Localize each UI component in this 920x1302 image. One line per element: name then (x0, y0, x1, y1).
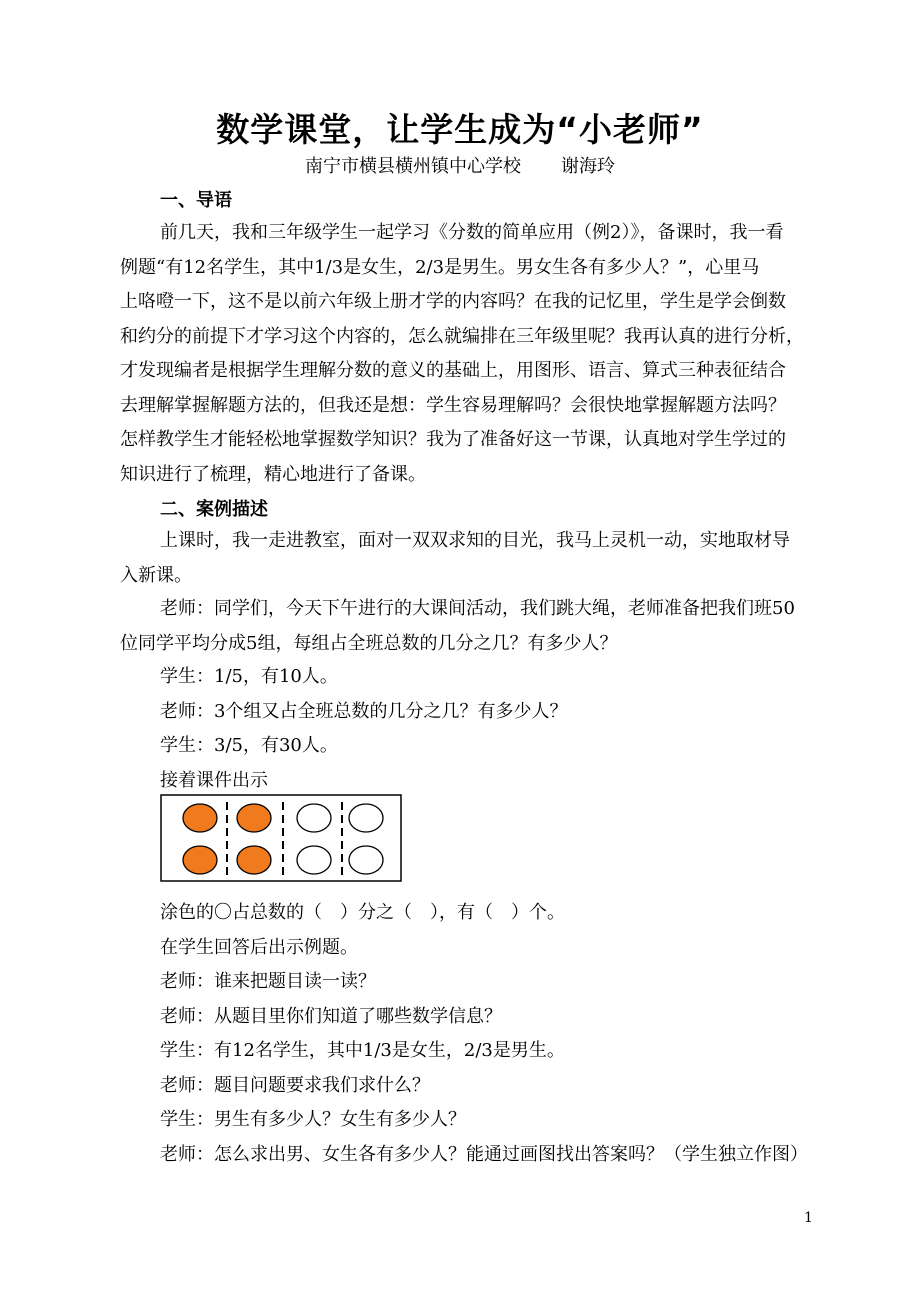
dialogue-line: 学生：男生有多少人？女生有多少人？ (160, 1109, 466, 1130)
dialogue-line: 学生：1/5，有10人。 (160, 666, 338, 687)
filled-circle (183, 804, 217, 832)
dialogue-line: 接着课件出示 (160, 769, 268, 791)
teacher-question-paragraph (120, 592, 795, 661)
paragraph-line: 位同学平均分成5组，每组占全班总数的几分之几？有多少人？ (120, 632, 618, 654)
dialogue-line: 老师：题目问题要求我们求什么？ (160, 1074, 430, 1096)
author-name: 谢海玲 (561, 156, 615, 177)
paragraph-line: 和约分的前提下才学习这个内容的，怎么就编排在三年级里呢？我再认真的进行分析， (120, 325, 804, 347)
paragraph-line: 知识进行了梳理，精心地进行了备课。 (120, 463, 426, 485)
empty-circle (349, 804, 383, 832)
paragraph-line: 才发现编者是根据学生理解分数的意义的基础上，用图形、语言、算式三种表征结合 (120, 360, 786, 381)
paragraph-line: 上咯噔一下，这不是以前六年级上册才学的内容吗？在我的记忆里，学生是学会倒数 (120, 291, 786, 312)
dialogue-line: 老师：谁来把题目读一读？ (160, 971, 376, 992)
section-heading-intro: 一、导语 (160, 190, 232, 211)
dialogue-line: 学生：有12名学生，其中1/3是女生，2/3是男生。 (160, 1040, 565, 1061)
dialogue-line: 老师：3个组又占全班总数的几分之几？有多少人？ (160, 700, 568, 722)
circle-grouping-figure (160, 794, 404, 882)
intro-paragraph (120, 216, 804, 492)
page-title: 数学课堂，让学生成为“小老师” (216, 110, 704, 149)
dialogue-line: 在学生回答后出示例题。 (160, 936, 358, 958)
dialogue-block-a (160, 660, 810, 798)
school-name: 南宁市横县横州镇中心学校 (305, 156, 521, 177)
filled-circle (237, 846, 271, 874)
empty-circle (297, 804, 331, 832)
page-number: 1 (804, 1210, 813, 1226)
dialogue-line: 学生：3/5，有30人。 (160, 735, 338, 756)
paragraph-line: 去理解掌握解题方法的，但我还是想：学生容易理解吗？会很快地掌握解题方法吗？ (120, 394, 786, 416)
dialogue-line: 涂色的〇占总数的（ ）分之（ ），有（ ）个。 (160, 902, 565, 923)
case-paragraph (120, 524, 790, 593)
byline (0, 152, 920, 178)
dialogue-line: 老师：怎么求出男、女生各有多少人？能通过画图找出答案吗？（学生独立作图） (160, 1143, 808, 1165)
filled-circle (237, 804, 271, 832)
section-heading-case: 二、案例描述 (160, 499, 268, 520)
paragraph-line: 怎样教学生才能轻松地掌握数学知识？我为了准备好这一节课，认真地对学生学过的 (120, 429, 786, 450)
paragraph-line: 前几天，我和三年级学生一起学习《分数的简单应用（例2）》，备课时，我一看 (160, 222, 784, 243)
dialogue-line: 老师：从题目里你们知道了哪些数学信息？ (160, 1005, 502, 1027)
paragraph-line: 例题“有12名学生，其中1/3是女生，2/3是男生。男女生各有多少人？”，心里马 (120, 256, 760, 278)
filled-circle (183, 846, 217, 874)
paragraph-line: 老师：同学们，今天下午进行的大课间活动，我们跳大绳，老师准备把我们班50 (160, 598, 795, 619)
paragraph-line: 上课时，我一走进教室，面对一双双求知的目光，我马上灵机一动，实地取材导 (160, 530, 790, 551)
paragraph-line: 入新课。 (120, 564, 192, 586)
empty-circle (349, 846, 383, 874)
empty-circle (297, 846, 331, 874)
dialogue-block-b (160, 896, 810, 1172)
